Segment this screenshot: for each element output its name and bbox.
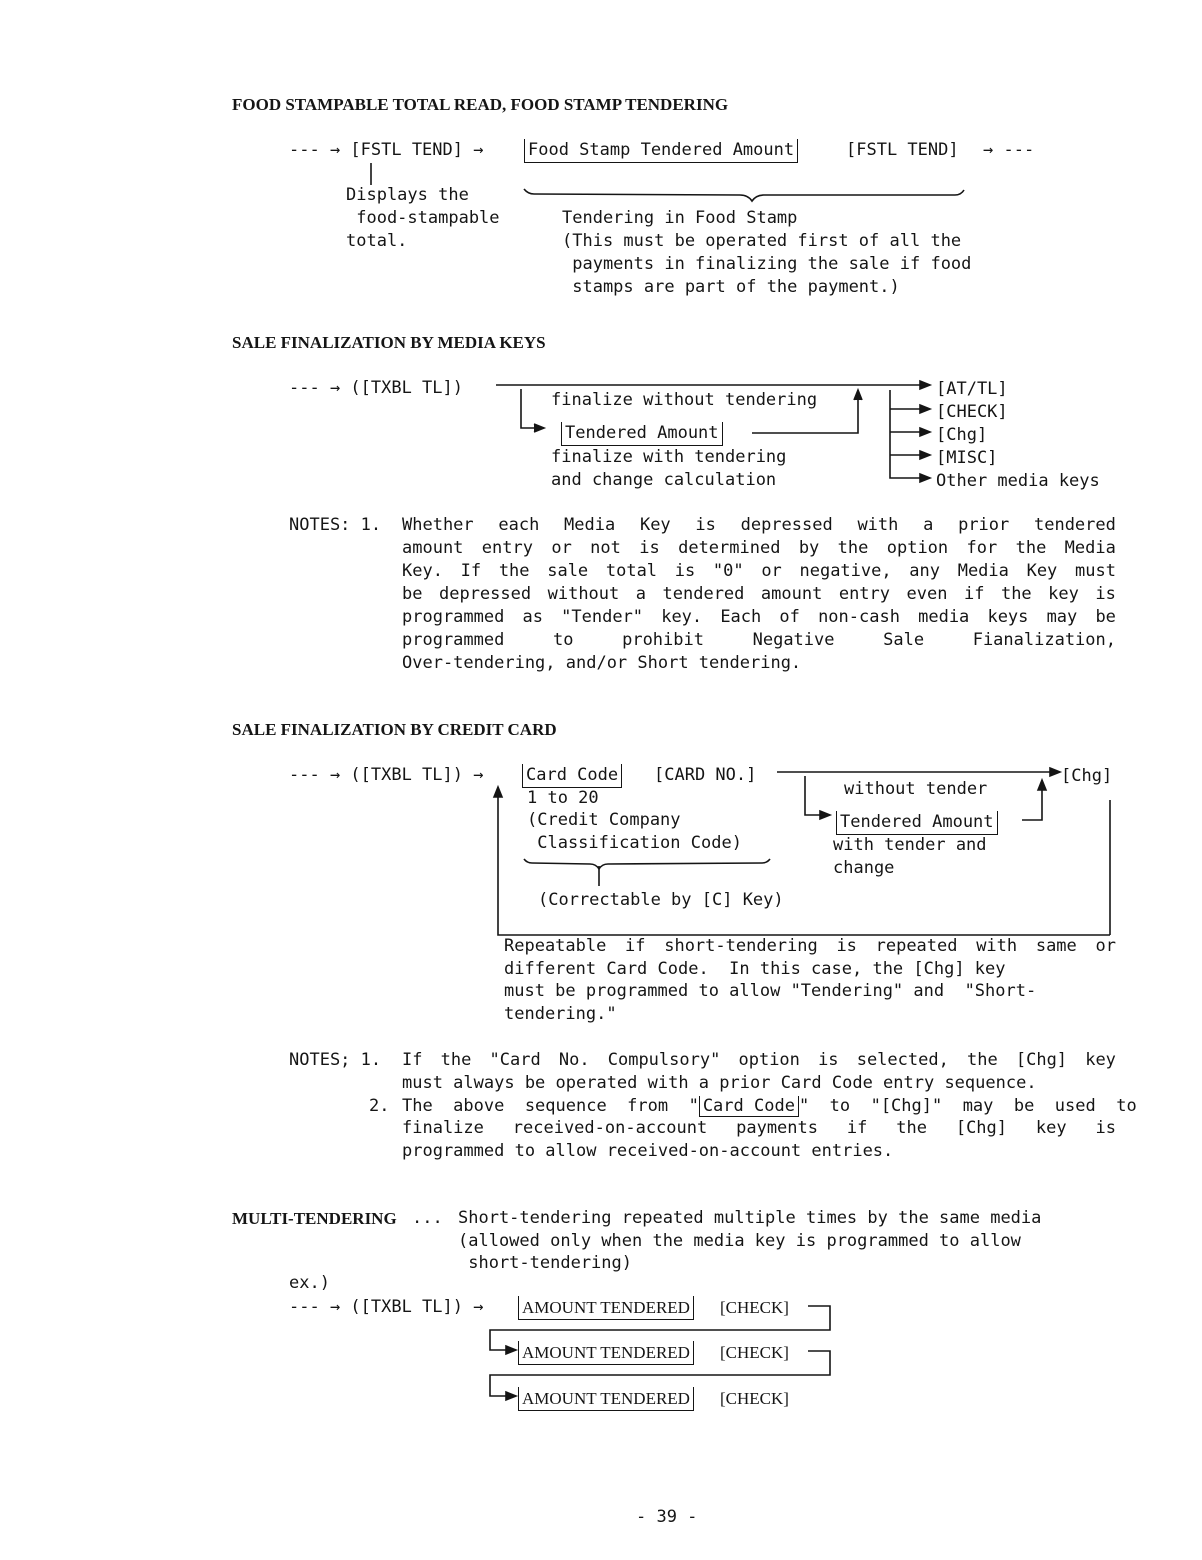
finalize-without-tendering: finalize without tendering [551,390,818,410]
note2-pre: The above sequence from " [402,1096,699,1116]
word: Key [639,515,671,535]
word: tendered [1033,515,1116,535]
card-no-key: [CARD NO.] [654,765,757,785]
word: is [674,561,696,581]
word: or [761,561,782,581]
tender-note-line: payments in finalizing the sale if food [562,254,972,274]
word: if [625,936,646,956]
word: the [837,538,869,558]
paragraph-line: must be programmed to allow "Tendering" and "Short- [504,981,1037,1001]
fstl-tend-key: [FSTL TEND] [846,140,959,160]
multi-dots: ... [412,1208,443,1228]
word: No. [558,1050,590,1070]
multi-desc-line: Short-tendering repeated multiple times by the same media [458,1208,1042,1228]
media-key-misc: [MISC] [936,448,998,468]
word: determined [678,538,781,558]
word: Fianalization, [972,630,1116,650]
word: negative, [799,561,892,581]
paragraph-line: different Card Code. In this case, the [Chg] key [504,958,1006,979]
word: by [798,538,820,558]
paragraph-line [402,583,1116,606]
finalize-with-tendering: finalize with tendering [551,447,787,467]
tendered-amount-box: Tendered Amount [561,422,723,446]
word: as [522,607,543,627]
word: if [846,1118,868,1138]
tender-note-line: Tendering in Food Stamp [562,208,798,228]
word: Media [1064,538,1116,558]
word: or [551,538,572,558]
word: each [498,515,540,535]
word: tendered [662,584,745,604]
paragraph-line [402,1117,1116,1140]
tender-note-line: (This must be operated first of all the [562,231,962,251]
word: If [460,561,482,581]
correctable-note: (Correctable by [C] Key) [538,890,784,910]
paragraph-line: tendering." [504,1003,617,1024]
cc-tendered-amount-box: Tendered Amount [836,811,998,835]
word: is [1095,1118,1116,1138]
card-code-box: Card Code [522,764,622,788]
word: Whether [402,515,474,535]
word: finalize [402,1118,484,1138]
page-number: - 39 - [636,1507,698,1527]
word: be [1095,607,1116,627]
classification-line: (Credit Company [527,810,681,830]
note2-post: " to "[Chg]" may be used to [798,1096,1137,1116]
classification-line: Classification Code) [527,833,742,853]
paragraph-line [402,1049,1116,1072]
word: is [818,1050,839,1070]
word: amount [402,538,464,558]
word: key [1035,1118,1067,1138]
food-stamp-sequence-start: --- → [FSTL TEND] → [289,140,484,160]
with-tender-line: with tender and [833,835,987,855]
media-notes-label: NOTES: 1. [289,515,382,535]
word: selected, [856,1050,949,1070]
word: a [923,515,934,535]
word: entry [481,538,533,558]
word: [Chg] [1015,1050,1068,1070]
display-note-line: Displays the [346,185,469,205]
food-stamp-amount-box: Food Stamp Tendered Amount [524,139,798,163]
word: non-cash [818,607,900,627]
cc-note-2-first-line [402,1095,1137,1118]
word: repeated [875,936,958,956]
word: with [976,936,1018,956]
word: Each [720,607,762,627]
word: the [896,1118,927,1138]
check-key: [CHECK] [720,1298,789,1317]
word: Negative [752,630,835,650]
word: key [1048,584,1079,604]
word: [Chg] [955,1118,1008,1138]
word: if [963,584,985,604]
word: depressed [740,515,833,535]
word: not [590,538,621,558]
multi-sequence-start: --- → ([TXBL TL]) → [289,1297,484,1317]
word: total [605,561,658,581]
word: is [1095,584,1116,604]
amount-tendered-box: AMOUNT TENDERED [518,1387,694,1411]
word: "0" [712,561,744,581]
note2-card-code-box: Card Code [699,1096,799,1117]
chg-key: [Chg] [1061,766,1113,786]
word: programmed [402,630,505,650]
display-note-line: food-stampable [346,208,500,228]
paragraph-line [402,606,1116,629]
word: the [498,561,530,581]
display-note-line: total. [346,231,408,251]
word: the [1015,538,1047,558]
word: entry [838,584,891,604]
word: Media [957,561,1009,581]
media-key-at-tl: [AT/TL] [936,379,1008,399]
paragraph-line [402,629,1116,652]
word: media [918,607,970,627]
word: Repeatable [504,936,607,956]
word: prior [958,515,1010,535]
word: same [1035,936,1077,956]
media-key-other: Other media keys [936,471,1100,491]
without-tender: without tender [844,779,988,799]
word: must [1074,561,1116,581]
word: to [552,630,574,650]
word: key. [661,607,703,627]
word: "Card [489,1050,541,1070]
word: Key. [402,561,443,581]
word: short-tendering [664,936,818,956]
word: Compulsory" [607,1050,721,1070]
with-tender-line: change [833,858,895,878]
amount-tendered-box: AMOUNT TENDERED [518,1296,694,1320]
paragraph-line [504,935,1116,958]
word: prohibit [622,630,704,650]
word: is [695,515,716,535]
media-key-check: [CHECK] [936,402,1008,422]
word: Sale [883,630,925,650]
multi-tendering-heading: MULTI-TENDERING [232,1209,397,1228]
word: "Tender" [561,607,644,627]
word: a [635,584,647,604]
word: any [909,561,941,581]
cc-note-2-label: 2. [369,1096,390,1116]
word: If [402,1050,423,1070]
multi-desc-line: short-tendering) [458,1253,632,1273]
word: the [1000,584,1032,604]
tender-note-line: stamps are part of the payment.) [562,277,900,297]
media-keys-heading: SALE FINALIZATION BY MEDIA KEYS [232,333,546,352]
cc-notes-label: NOTES; 1. [289,1050,382,1070]
word: the [440,1050,472,1070]
word: depressed [438,584,532,604]
amount-tendered-box: AMOUNT TENDERED [518,1341,694,1365]
media-keys-sequence-start: --- → ([TXBL TL]) [289,378,463,398]
check-key: [CHECK] [720,1343,789,1362]
food-stamp-heading: FOOD STAMPABLE TOTAL READ, FOOD STAMP TENDERING [232,95,729,114]
word: option [886,538,949,558]
paragraph-line [402,537,1116,560]
food-stamp-sequence-end: → --- [983,140,1035,160]
word: option [738,1050,800,1070]
word: for [966,538,998,558]
paragraph-line [402,560,1116,583]
word: programmed [402,607,505,627]
word: received-on-account [512,1118,708,1138]
word: Key [1026,561,1058,581]
word: may [1046,607,1078,627]
word: amount [760,584,823,604]
credit-card-sequence-start: --- → ([TXBL TL]) → [289,765,484,785]
example-label: ex.) [289,1273,330,1293]
paragraph-line: programmed to allow received-on-account entries. [402,1141,894,1161]
check-key: [CHECK] [720,1389,789,1408]
word: without [547,584,620,604]
word: is [836,936,857,956]
word: is [639,538,660,558]
word: Media [564,515,616,535]
word: even [906,584,948,604]
word: or [1095,936,1116,956]
card-code-range: 1 to 20 [527,788,599,808]
word: with [857,515,899,535]
word: of [779,607,800,627]
paragraph-line: must always be operated with a prior Card Code entry sequence. [402,1073,1037,1093]
credit-card-heading: SALE FINALIZATION BY CREDIT CARD [232,720,557,739]
multi-desc-line: (allowed only when the media key is programmed to allow [458,1231,1021,1251]
media-key-chg: [Chg] [936,425,988,445]
paragraph-line: Over-tendering, and/or Short tendering. [402,653,802,673]
word: keys [987,607,1029,627]
word: sale [547,561,589,581]
word: payments [736,1118,818,1138]
finalize-with-tendering: and change calculation [551,470,777,490]
word: key [1085,1050,1116,1070]
word: be [402,584,423,604]
paragraph-line [402,514,1116,537]
word: the [966,1050,998,1070]
